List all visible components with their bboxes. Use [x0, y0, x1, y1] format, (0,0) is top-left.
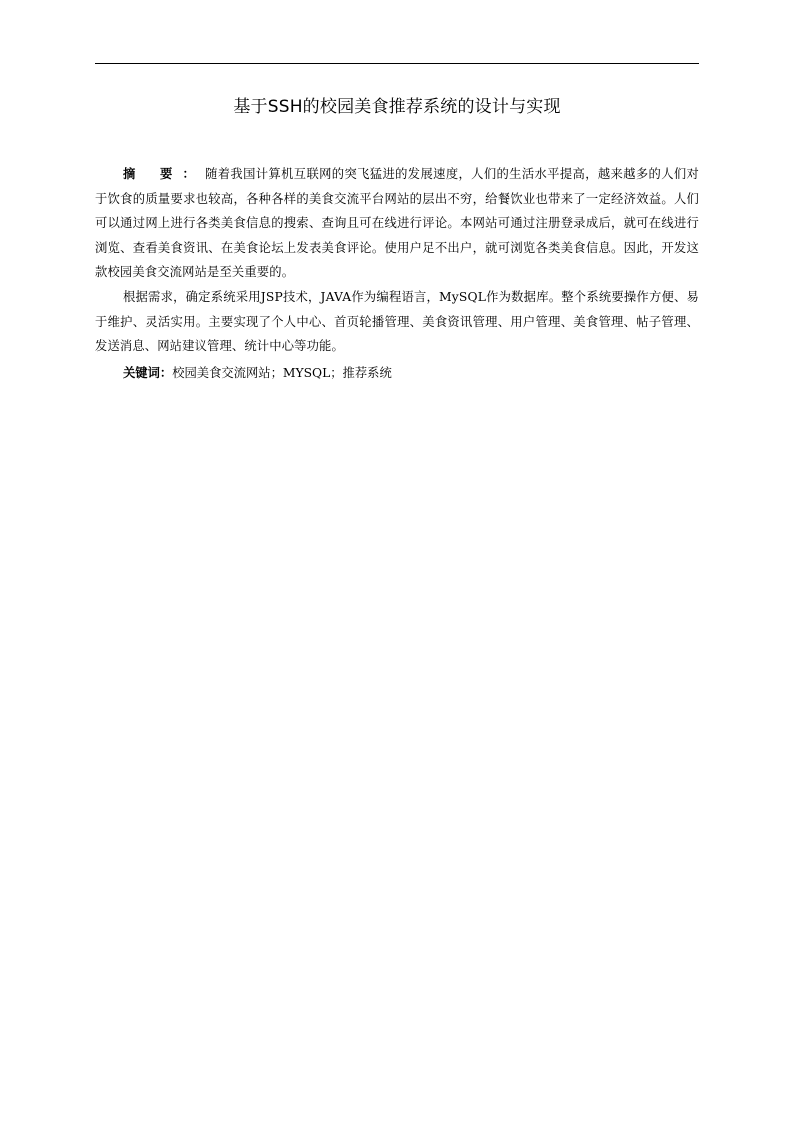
keywords-line [95, 361, 699, 386]
header-rule [95, 63, 699, 64]
abstract-label: 摘 要： [123, 167, 206, 181]
abstract-paragraph-2: 根据需求，确定系统采用JSP技术，JAVA作为编程语言，MySQL作为数据库。整个系统要操作方便、易于维护、灵活实用。主要实现了个人中心、首页轮播管理、美食资讯管理、用户管理、美食管理、帖子管理、发送消息、网站建议管理、统计中心等功能。 [95, 289, 699, 354]
abstract-text-1: 随着我国计算机互联网的突飞猛进的发展速度，人们的生活水平提高，越来越多的人们对于饮食的质量要求也较高，各种各样的美食交流平台网站的层出不穷，给餐饮业也带来了一定经济效益。人们可以通过网上进行各类美食信息的搜索、查询且可在线进行评论。本网站可通过注册登录成后，就可在线进行浏览、查看美食资讯、在美食论坛上发表美食评论。使用户足不出户，就可浏览各类美食信息。因此，开发这款校园美食交流网站是至关重要的。 [95, 167, 700, 280]
keywords-value: 校园美食交流网站；MYSQL；推荐系统 [172, 365, 392, 380]
abstract-section [95, 162, 699, 385]
keywords-label: 关键词： [123, 365, 173, 380]
page-title: 基于SSH的校园美食推荐系统的设计与实现 [233, 97, 561, 117]
abstract-paragraph-1 [95, 162, 699, 285]
